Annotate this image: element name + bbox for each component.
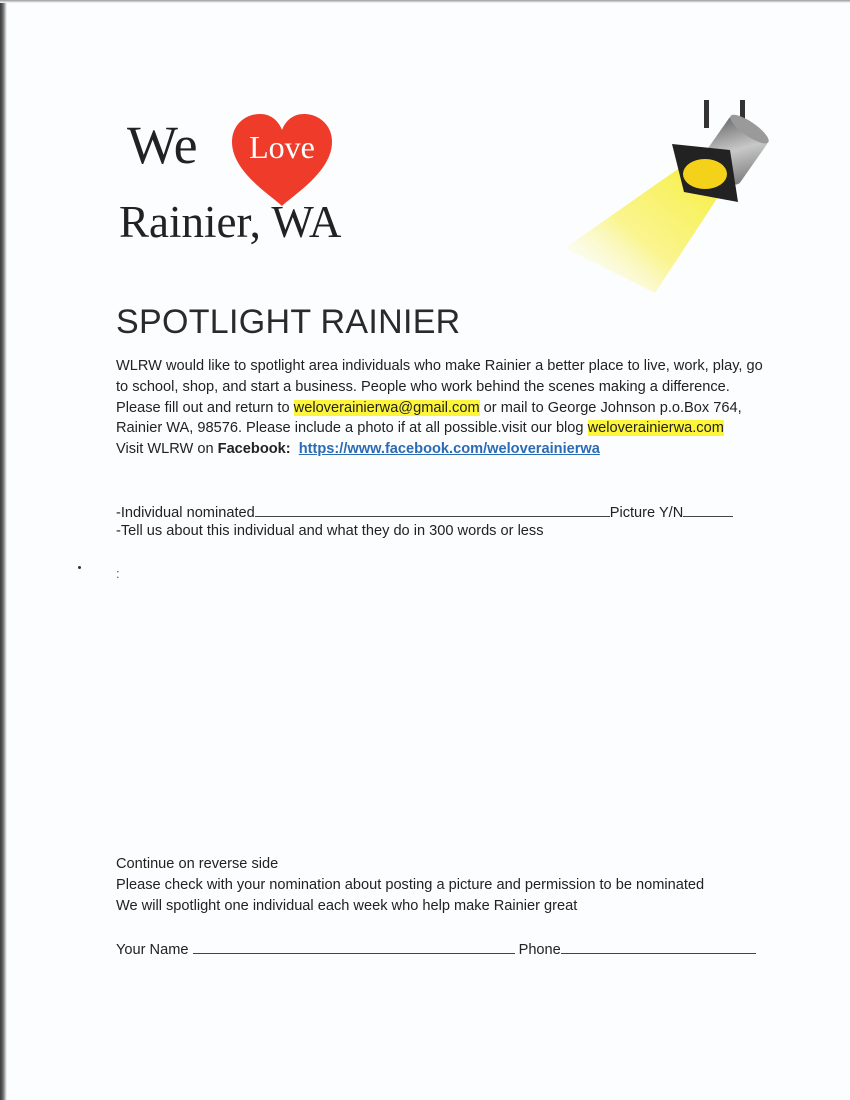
- lamp-lens: [683, 159, 727, 189]
- nomination-line: [116, 502, 733, 521]
- phone-label: Phone: [514, 942, 561, 958]
- picture-input[interactable]: [683, 502, 733, 517]
- email-link[interactable]: weloverainierwa@gmail.com: [293, 399, 480, 416]
- your-name-input[interactable]: [193, 939, 515, 954]
- continue-note: Continue on reverse side: [116, 856, 279, 872]
- heart-label: Love: [249, 129, 315, 165]
- facebook-link[interactable]: https://www.facebook.com/weloverainierwa: [298, 441, 600, 458]
- intro-text-2: or mail to George Johnson p.o.Box 764, Rainier WA, 98576. Please include a photo if at all possible.visit our blog: [116, 399, 742, 437]
- tell-us-line: -Tell us about this individual and what they do in 300 words or less: [116, 523, 544, 539]
- scan-edge: [0, 0, 7, 1100]
- contact-line: [116, 939, 756, 958]
- footer-notes: [116, 854, 776, 917]
- page-title: SPOTLIGHT RAINIER: [116, 303, 461, 341]
- phone-input[interactable]: [561, 939, 756, 954]
- spotlight-icon: [560, 98, 780, 298]
- visit-prefix: Visit WLRW on: [116, 441, 218, 458]
- your-name-label: Your Name: [116, 942, 193, 958]
- facebook-label: Facebook:: [217, 441, 291, 458]
- weekly-note: We will spotlight one individual each week who help make Rainier great: [116, 898, 578, 914]
- permission-note: Please check with your nomination about posting a picture and permission to be nominated: [116, 877, 705, 893]
- intro-text-1: WLRW would like to spotlight area individuals who make Rainier a better place to live, work, play, go to school, shop, and start a business. People who work behind the scenes making a difference. Please fill out and return to: [116, 358, 763, 416]
- logo-we-text: We: [127, 115, 198, 175]
- blog-link[interactable]: weloverainierwa.com: [587, 420, 724, 437]
- intro-paragraph: [116, 356, 766, 460]
- nominated-input[interactable]: [255, 502, 610, 517]
- nominated-label: -Individual nominated: [116, 505, 255, 521]
- scan-speck: [78, 566, 81, 569]
- logo-city-text: Rainier, WA: [119, 197, 342, 247]
- picture-label: Picture Y/N: [609, 505, 684, 521]
- scan-edge-top: [0, 0, 850, 3]
- description-area-mark[interactable]: :: [116, 566, 120, 581]
- lamp-bracket-left: [704, 100, 709, 128]
